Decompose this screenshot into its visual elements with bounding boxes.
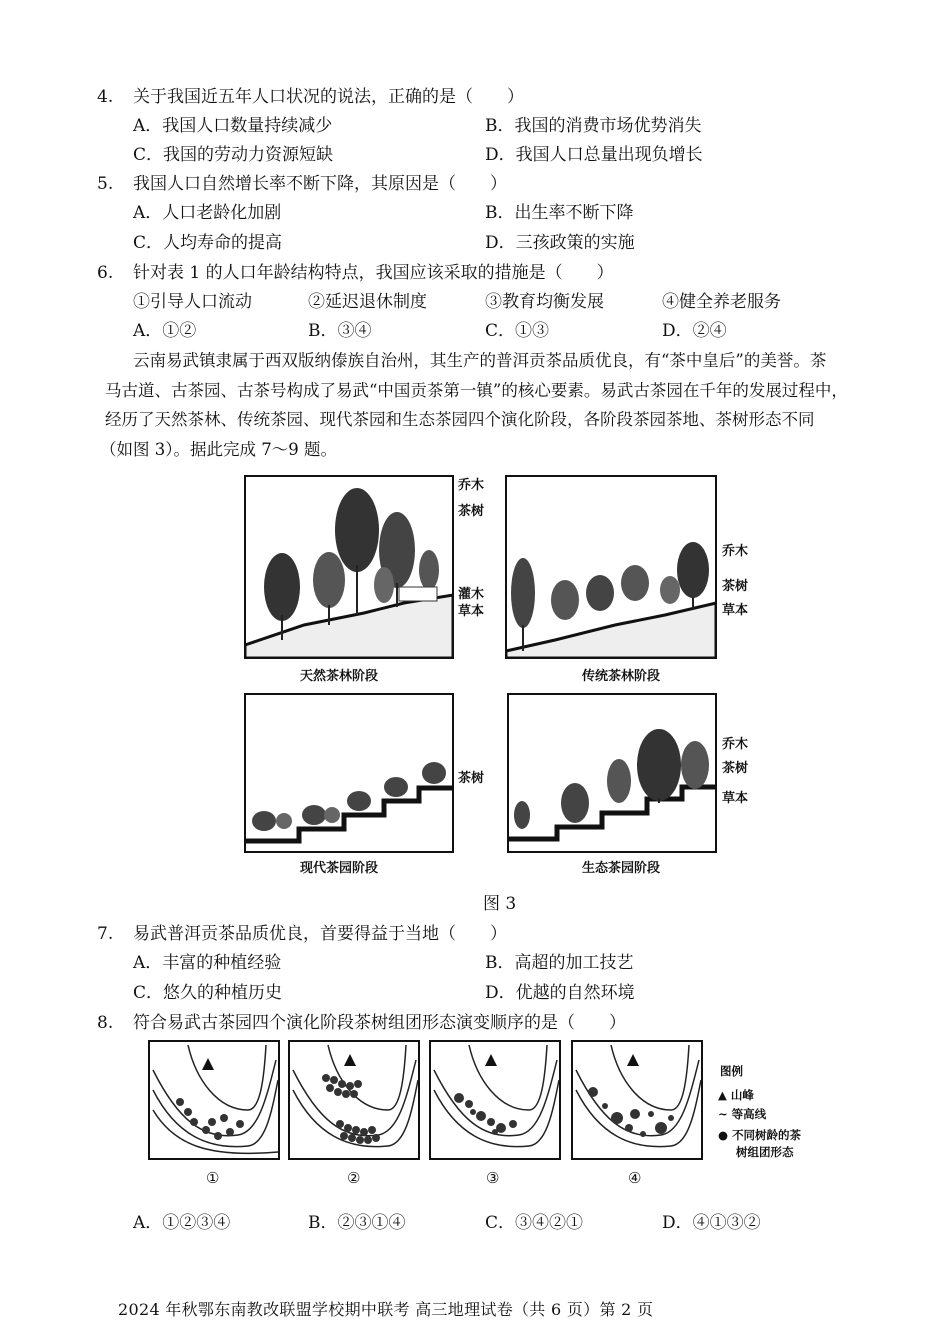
q6-item-1: ①引导人口流动 bbox=[133, 292, 252, 312]
q4-option-a[interactable]: A．我国人口数量持续减少 bbox=[133, 116, 333, 136]
figure3-caption: 图 3 bbox=[483, 894, 517, 914]
q8-option-d[interactable]: D．④①③② bbox=[662, 1213, 761, 1233]
q6-option-b[interactable]: B．③④ bbox=[308, 321, 372, 341]
legend-tea-cluster-line2: 树组团形态 bbox=[736, 1145, 794, 1159]
legend-tea-cluster: ● 不同树龄的茶 bbox=[718, 1128, 802, 1142]
figure3-panel-traditional bbox=[505, 475, 717, 659]
contour-map-1-drawing bbox=[148, 1040, 280, 1160]
natural-label-grass: 草本 bbox=[458, 604, 485, 619]
natural-label-shrub: 灌木 bbox=[458, 587, 485, 602]
passage-line-3: 经历了天然茶林、传统茶园、现代茶园和生态茶园四个演化阶段，各阶段茶园茶地、茶树形态不同 bbox=[105, 410, 815, 429]
question-6-stem: 6. 针对表 1 的人口年龄结构特点，我国应该采取的措施是（ ） bbox=[97, 263, 614, 283]
natural-panel-title: 天然茶林阶段 bbox=[300, 669, 379, 684]
figure3-panel-ecological bbox=[507, 693, 717, 853]
q4-option-b[interactable]: B．我国的消费市场优势消失 bbox=[485, 116, 702, 136]
passage-line-1: 云南易武镇隶属于西双版纳傣族自治州，其生产的普洱贡茶品质优良，有“茶中皇后”的美誉。茶 bbox=[133, 351, 827, 370]
contour-map-2-drawing bbox=[288, 1040, 420, 1160]
q6-option-c[interactable]: C．①③ bbox=[485, 321, 550, 341]
modern-garden-illustration bbox=[244, 693, 454, 853]
legend-title: 图例 bbox=[720, 1064, 743, 1078]
figure3-panel-modern bbox=[244, 693, 454, 853]
map-number-3: ③ bbox=[486, 1169, 500, 1187]
contour-map-3 bbox=[429, 1040, 561, 1160]
ecological-label-tree: 乔木 bbox=[722, 737, 749, 752]
map-number-1: ① bbox=[206, 1169, 220, 1187]
ecological-panel-title: 生态茶园阶段 bbox=[582, 861, 661, 876]
q6-item-2: ②延迟退休制度 bbox=[308, 292, 427, 312]
modern-panel-title: 现代茶园阶段 bbox=[300, 861, 379, 876]
legend-peak: ▲ 山峰 bbox=[718, 1088, 754, 1102]
question-4-stem: 4. 关于我国近五年人口状况的说法，正确的是（ ） bbox=[97, 87, 524, 107]
q5-option-c[interactable]: C．人均寿命的提高 bbox=[133, 233, 283, 253]
question-8-stem: 8. 符合易武古茶园四个演化阶段茶树组团形态演变顺序的是（ ） bbox=[97, 1013, 626, 1033]
tea-cluster-icon: ● bbox=[718, 1128, 729, 1142]
legend-contour: ∼ 等高线 bbox=[718, 1107, 767, 1121]
q6-item-3: ③教育均衡发展 bbox=[485, 292, 604, 312]
modern-label-tea: 茶树 bbox=[458, 771, 485, 786]
q7-option-a[interactable]: A．丰富的种植经验 bbox=[133, 953, 282, 973]
q8-option-a[interactable]: A．①②③④ bbox=[133, 1213, 231, 1233]
q5-option-d[interactable]: D．三孩政策的实施 bbox=[485, 233, 635, 253]
q5-option-b[interactable]: B．出生率不断下降 bbox=[485, 203, 634, 223]
passage-line-4: （如图 3）。据此完成 7～9 题。 bbox=[100, 440, 337, 459]
question-5-stem: 5. 我国人口自然增长率不断下降，其原因是（ ） bbox=[97, 174, 507, 194]
q8-option-b[interactable]: B．②③①④ bbox=[308, 1213, 406, 1233]
q6-option-d[interactable]: D．②④ bbox=[662, 321, 727, 341]
natural-label-tree: 乔木 bbox=[458, 478, 485, 493]
natural-label-tea: 茶树 bbox=[458, 504, 485, 519]
map-number-4: ④ bbox=[628, 1169, 642, 1187]
traditional-forest-illustration bbox=[505, 475, 717, 659]
q4-option-d[interactable]: D．我国人口总量出现负增长 bbox=[485, 145, 703, 165]
ecological-label-grass: 草本 bbox=[722, 791, 749, 806]
passage-line-2: 马古道、古茶园、古茶号构成了易武“中国贡茶第一镇”的核心要素。易武古茶园在千年的发展过程中， bbox=[105, 381, 848, 400]
figure3-panel-natural bbox=[244, 475, 454, 659]
q7-option-b[interactable]: B．高超的加工技艺 bbox=[485, 953, 634, 973]
question-7-stem: 7. 易武普洱贡茶品质优良，首要得益于当地（ ） bbox=[97, 924, 507, 944]
traditional-panel-title: 传统茶林阶段 bbox=[582, 669, 661, 684]
contour-map-3-drawing bbox=[429, 1040, 561, 1160]
natural-forest-illustration bbox=[244, 475, 454, 659]
q7-option-d[interactable]: D．优越的自然环境 bbox=[485, 983, 635, 1003]
traditional-label-grass: 草本 bbox=[722, 603, 749, 618]
ecological-label-tea: 茶树 bbox=[722, 761, 749, 776]
contour-map-2 bbox=[288, 1040, 420, 1160]
peak-icon: ▲ bbox=[718, 1088, 727, 1102]
q5-option-a[interactable]: A．人口老龄化加剧 bbox=[133, 203, 282, 223]
contour-map-4 bbox=[571, 1040, 703, 1160]
q4-option-c[interactable]: C．我国的劳动力资源短缺 bbox=[133, 145, 334, 165]
q6-option-a[interactable]: A．①② bbox=[133, 321, 197, 341]
traditional-label-tea: 茶树 bbox=[722, 579, 749, 594]
traditional-label-tree: 乔木 bbox=[722, 544, 749, 559]
contour-map-1 bbox=[148, 1040, 280, 1160]
map-number-2: ② bbox=[347, 1169, 361, 1187]
contour-map-4-drawing bbox=[571, 1040, 703, 1160]
contour-line-icon: ∼ bbox=[718, 1107, 728, 1121]
page-footer: 2024 年秋鄂东南教改联盟学校期中联考 高三地理试卷（共 6 页）第 2 页 bbox=[118, 1300, 654, 1319]
ecological-garden-illustration bbox=[507, 693, 717, 853]
q8-option-c[interactable]: C．③④②① bbox=[485, 1213, 584, 1233]
q6-item-4: ④健全养老服务 bbox=[662, 292, 781, 312]
q7-option-c[interactable]: C．悠久的种植历史 bbox=[133, 983, 283, 1003]
